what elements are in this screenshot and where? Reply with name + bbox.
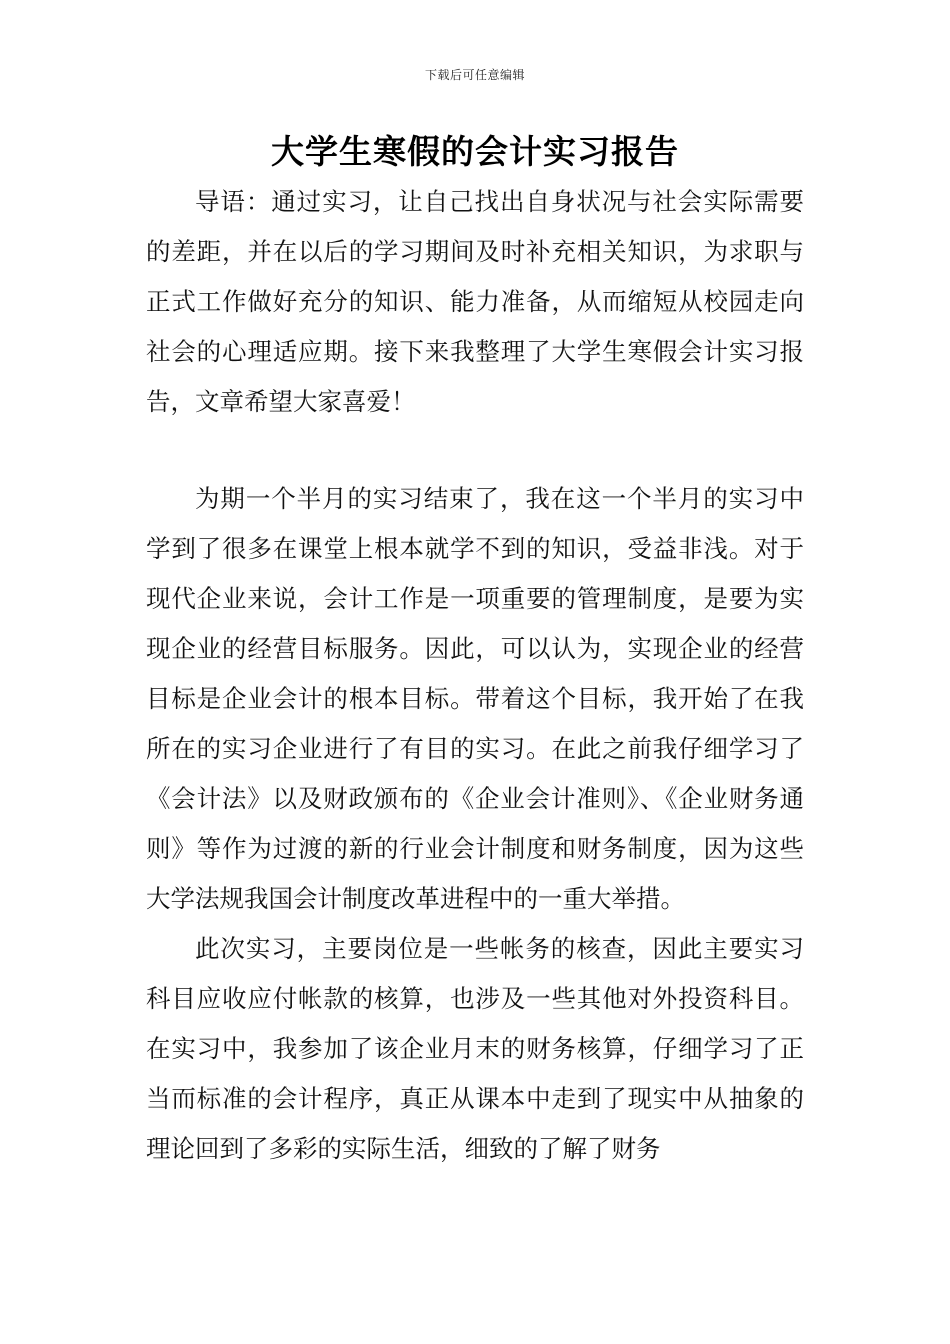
intro-paragraph: 导语：通过实习，让自己找出自身状况与社会实际需要的差距，并在以后的学习期间及时补充相关知识，为求职与正式工作做好充分的知识、能力准备，从而缩短从校园走向社会的心理适应期。接下来我整理了大学生寒假会计实习报告，文章希望大家喜爱！ [146, 187, 804, 416]
header-note: 下载后可任意编辑 [424, 68, 525, 82]
document-title: 大学生寒假的会计实习报告 [271, 132, 679, 171]
body-paragraph-2: 此次实习，主要岗位是一些帐务的核查，因此主要实习科目应收应付帐款的核算，也涉及一些其他对外投资科目。在实习中，我参加了该企业月末的财务核算，仔细学习了正当而标准的会计程序，真正从课本中走到了现实中从抽象的理论回到了多彩的实际生活，细致的了解了财务 [146, 934, 804, 1163]
intro-section [146, 177, 804, 427]
main-body [146, 474, 804, 1174]
body-paragraph-1: 为期一个半月的实习结束了，我在这一个半月的实习中学到了很多在课堂上根本就学不到的知识，受益非浅。对于现代企业来说，会计工作是一项重要的管理制度，是要为实现企业的经营目标服务。因此，可以认为，实现企业的经营目标是企业会计的根本目标。带着这个目标，我开始了在我所在的实习企业进行了有目的实习。在此之前我仔细学习了《会计法》以及财政颁布的《企业会计准则》、《企业财务通则》等作为过渡的新的行业会计制度和财务制度，因为这些大学法规我国会计制度改革进程中的一重大举措。 [146, 484, 804, 913]
